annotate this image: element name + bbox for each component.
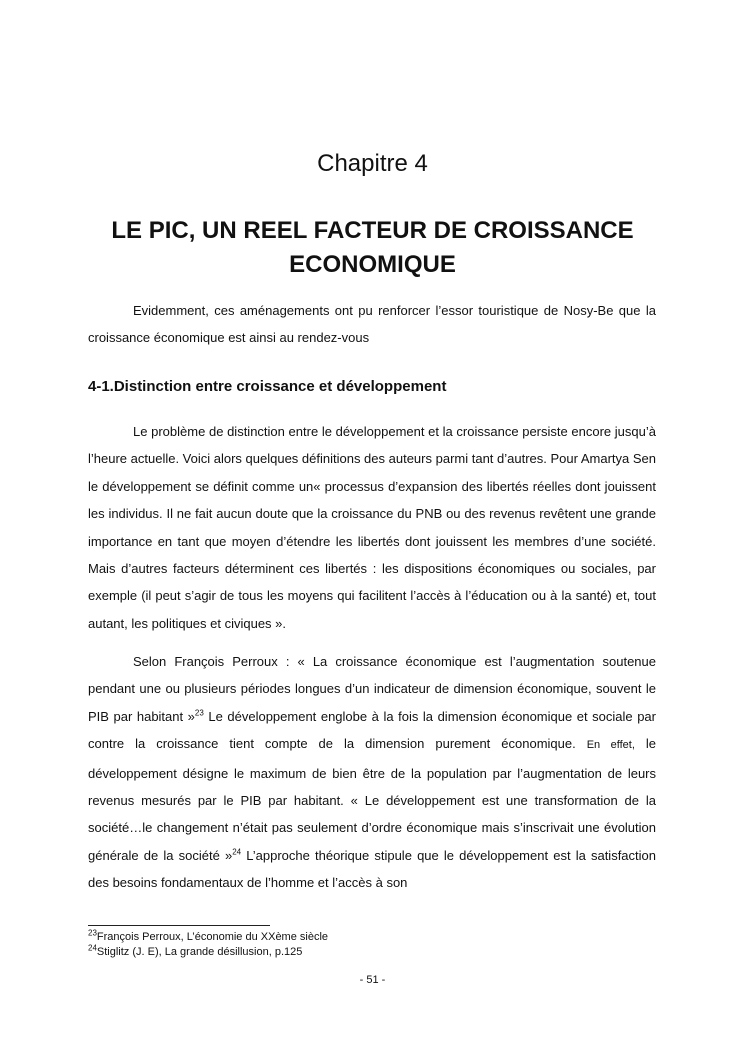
footnote-number: 23 xyxy=(88,928,97,938)
footnote-ref-23: 23 xyxy=(194,708,204,718)
perroux-text-c: En effet, xyxy=(586,739,635,752)
chapter-label: Chapitre 4 xyxy=(317,150,428,177)
paragraph-definitions: Le problème de distinction entre le développement et la croissance persiste encore jusqu’à l’heure actuelle. Voici alors quelques définitions des auteurs parmi tant d’autres. Pour Amartya Sen le développement se définit comme un« processus d’expansion des libertés réelles dont jouissent les individus. Il ne fait aucun doute que la croissance du PNB ou des revenus revêtent une grande importance en tant que moyen d’étendre les libertés dont jouissent les membres d’une société. Mais d’autres facteurs déterminent ces libertés : les dispositions économiques ou sociales, par exemple (il peut s’agir de tous les moyens qui facilitent l’accès à l’éducation ou à la santé) et, tout autant, les politiques et civiques ». xyxy=(88,424,656,631)
page-number: - 51 - xyxy=(359,974,386,986)
perroux-text-b: Le développement englobe à la fois la dimension économique et sociale par contre la croissance tient compte de la dimension purement économique. xyxy=(88,708,656,752)
intro-paragraph: Evidemment, ces aménagements ont pu renforcer l’essor touristique de Nosy-Be que la croissance économique est ainsi au rendez-vous xyxy=(88,303,656,346)
footnote-23 xyxy=(88,930,656,944)
perroux-text-d: le développement désigne le maximum de bien être de la population par l’augmentation de leurs revenus mesurés par le PIB par habitant. « Le développement est une transformation de la société…le changement n’était pas seulement d’ordre économique mais s’inscrivait une évolution générale de la société » xyxy=(88,736,656,863)
perroux-text-a: Selon François Perroux : « La croissance économique est l’augmentation soutenue pendant une ou plusieurs périodes longues d’un indicateur de dimension économique, souvent le PIB par habitant » xyxy=(88,654,656,724)
section-heading: 4-1.Distinction entre croissance et développement xyxy=(88,378,447,395)
footnote-separator xyxy=(88,925,270,926)
perroux-text-e: L’approche théorique stipule que le développement est la satisfaction des besoins fondamentaux de l’homme et l’accès à son xyxy=(88,847,656,891)
footnote-24 xyxy=(88,945,656,959)
paragraph-perroux xyxy=(88,648,656,897)
footnote-number: 24 xyxy=(88,943,97,953)
chapter-title: LE PIC, UN REEL FACTEUR DE CROISSANCE ECONOMIQUE xyxy=(111,217,634,278)
footnote-text: Stiglitz (J. E), La grande désillusion, p.125 xyxy=(96,946,303,958)
footnote-text: François Perroux, L’économie du XXème siècle xyxy=(96,931,329,943)
footnote-ref-24: 24 xyxy=(232,847,242,857)
